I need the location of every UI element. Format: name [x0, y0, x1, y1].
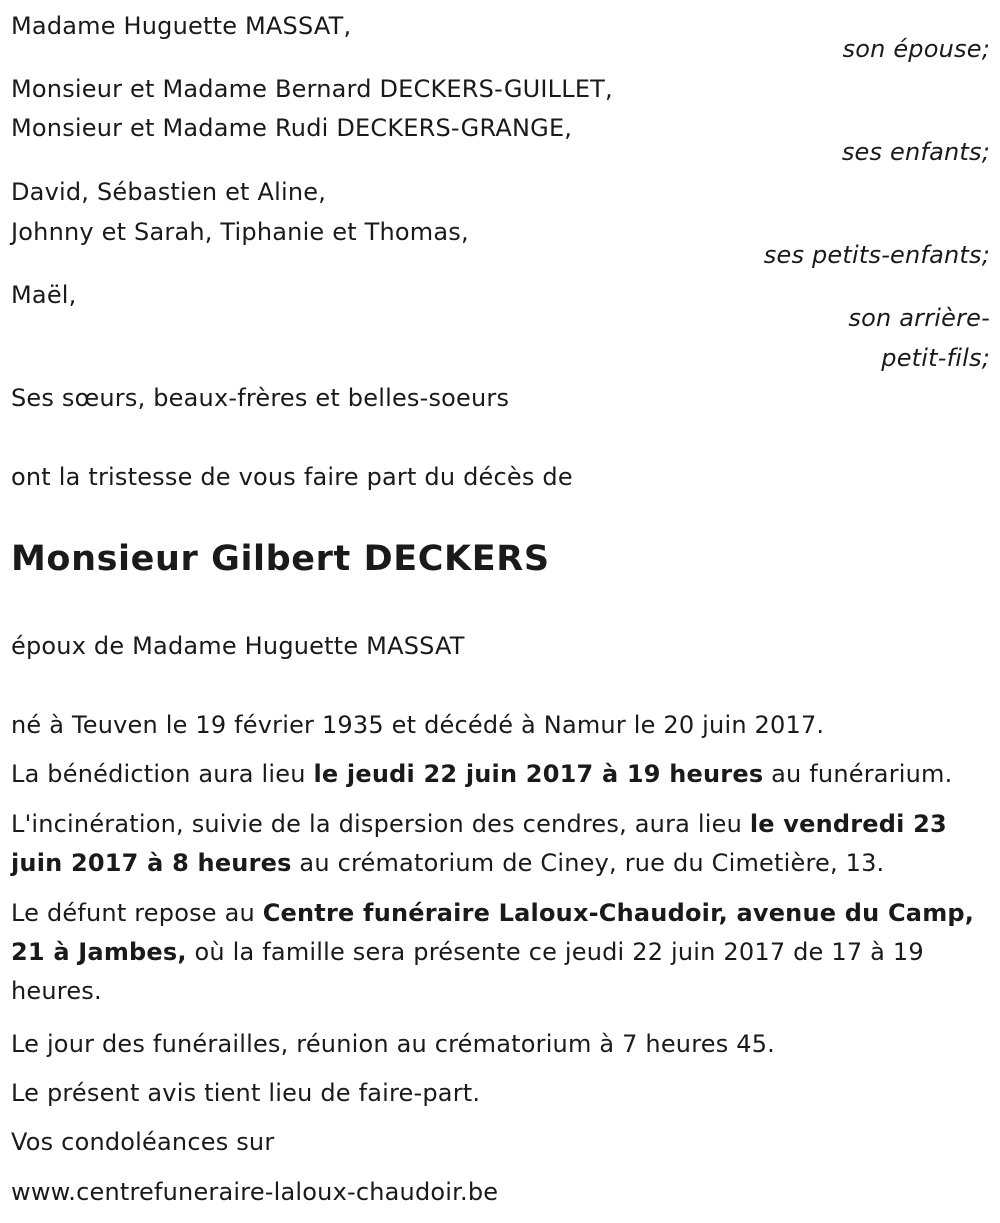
meeting-line: Le jour des funérailles, réunion au crématorium à 7 heures 45. — [11, 1030, 776, 1058]
cremation-date: le vendredi 23 juin 2017 à 8 heures — [11, 810, 947, 877]
cremation-paragraph — [11, 805, 991, 883]
deceased-name: Monsieur Gilbert DECKERS — [11, 539, 550, 579]
great-grandchild-relation-line-1: son arrière- — [848, 304, 990, 332]
blessing-date: le jeudi 22 juin 2017 à 19 heures — [313, 760, 764, 788]
children-relation: ses enfants; — [841, 138, 990, 166]
spouse-name: Madame Huguette MASSAT, — [11, 12, 352, 40]
grandchildren-line-1: David, Sébastien et Aline, — [11, 178, 327, 206]
rest-place: Centre funéraire Laloux-Chaudoir, avenue du Camp, 21 à Jambes, — [11, 899, 975, 966]
condolences-line: Vos condoléances sur — [11, 1128, 275, 1156]
cremation-text-pre: L'incinération, suivie de la dispersion des cendres, aura lieu — [11, 810, 750, 838]
rest-place-paragraph — [11, 894, 991, 1011]
grandchildren-line-2: Johnny et Sarah, Tiphanie et Thomas, — [11, 218, 469, 246]
great-grandchild-relation-line-2: petit-fils; — [881, 344, 990, 372]
child-line-1: Monsieur et Madame Bernard DECKERS-GUILLET, — [11, 75, 613, 103]
child-line-2: Monsieur et Madame Rudi DECKERS-GRANGE, — [11, 114, 573, 142]
cremation-text-post: au crématorium de Ciney, rue du Cimetière, 13. — [291, 849, 885, 877]
blessing-text-post: au funérarium. — [763, 760, 953, 788]
blessing-text-pre: La bénédiction aura lieu — [11, 760, 314, 788]
blessing-paragraph — [11, 755, 991, 794]
spouse-of-line: époux de Madame Huguette MASSAT — [11, 632, 465, 660]
grandchildren-relation: ses petits-enfants; — [763, 241, 990, 269]
notice-line: Le présent avis tient lieu de faire-part. — [11, 1079, 481, 1107]
website-link[interactable]: www.centrefuneraire-laloux-chaudoir.be — [11, 1178, 499, 1206]
announcement-line: ont la tristesse de vous faire part du décès de — [11, 463, 573, 491]
spouse-relation: son épouse; — [842, 35, 990, 63]
rest-text-post: où la famille sera présente ce jeudi 22 juin 2017 de 17 à 19 heures. — [11, 938, 924, 1005]
great-grandchild-name: Maël, — [11, 281, 77, 309]
siblings-line: Ses sœurs, beaux-frères et belles-soeurs — [11, 384, 510, 412]
birth-death-line: né à Teuven le 19 février 1935 et décédé à Namur le 20 juin 2017. — [11, 711, 825, 739]
rest-text-pre: Le défunt repose au — [11, 899, 263, 927]
